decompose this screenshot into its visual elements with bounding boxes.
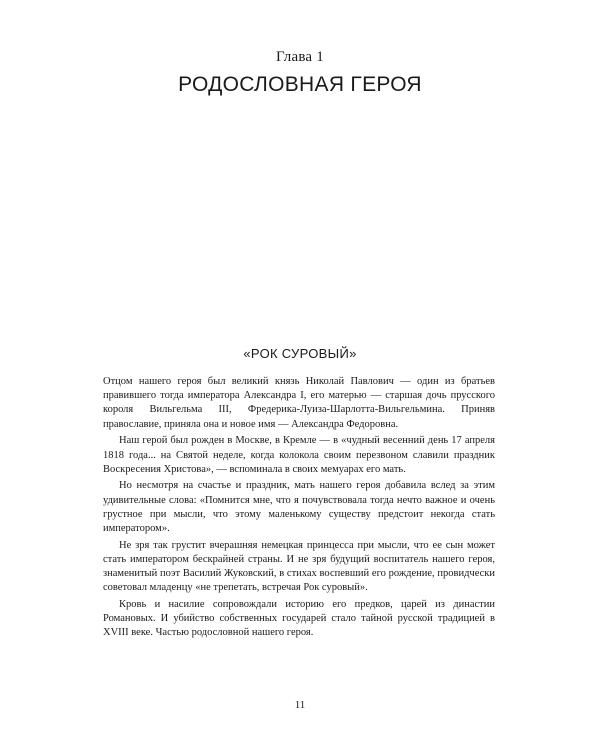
paragraph-2: Наш герой был рожден в Москве, в Кремле — в «чудный весенний день 17 апреля 1818 года... на Святой неделе, когда колокола своим перезвоном славили праздник Воскресения Христова», — вспоминала в своих мемуарах его мать. <box>103 435 495 475</box>
chapter-number: Глава 1 <box>276 49 324 65</box>
chapter-title: РОДОСЛОВНАЯ ГЕРОЯ <box>178 73 422 96</box>
paragraph-5: Кровь и насилие сопровождали историю его предков, царей из династии Романовых. И убийство собственных государей стало тайной русской традицией в XVIII веке. Частью родословной нашего героя. <box>103 599 495 639</box>
section-title: «РОК СУРОВЫЙ» <box>243 346 357 361</box>
body-text <box>103 375 495 643</box>
paragraph-1: Отцом нашего героя был великий князь Николай Павлович — один из братьев правившего тогда императора Александра I, его матерью — старшая дочь прусского короля Вильгельма III, Фредерика-Луиза-Шарлотта-Вильгельмина. Приняв православие, приняла она и новое имя — Александра Федоровна. <box>103 376 495 430</box>
chapter-header <box>0 48 600 98</box>
paragraph-4: Не зря так грустит вчерашняя немецкая принцесса при мысли, что ее сын может стать императором бескрайней страны. И не зря будущий воспитатель нашего героя, знаменитый поэт Василий Жуковский, в стихах воспевший его рождение, провидчески советовал младенцу «не трепетать, встречая Рок суровый». <box>103 539 495 594</box>
paragraph-3: Но несмотря на счастье и праздник, мать нашего героя добавила вслед за этим удивительные слова: «Помнится мне, что я почувствовала тогда нечто важное и очень грустное при мысли, что этому маленькому существу предстоит некогда стать императором». <box>103 480 495 535</box>
page-number: 11 <box>294 699 306 711</box>
